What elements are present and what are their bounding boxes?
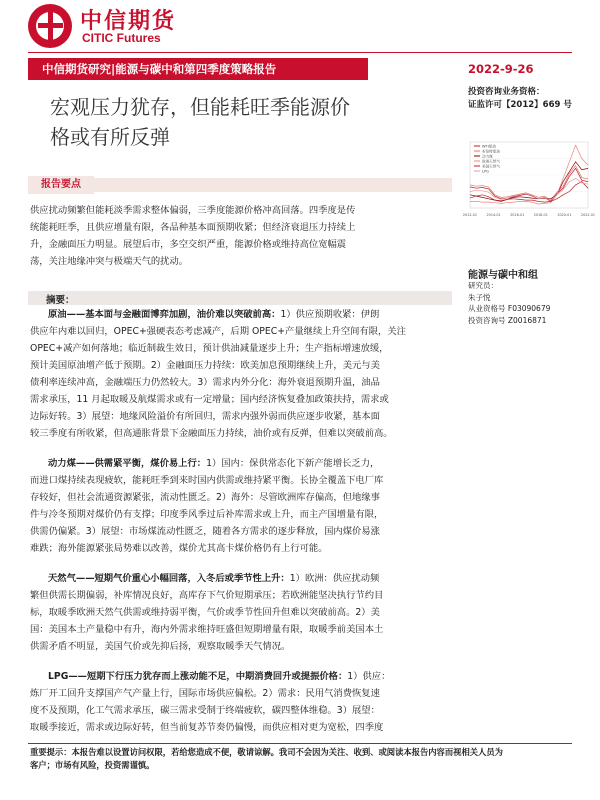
title-line-1: 宏观压力犹存，但能耗旺季能源价 (50, 95, 350, 119)
paragraph-row: 较三季度有所收紧，但高通胀背景下金融面压力持续，油价或有反弹，但难以突破前高。 (30, 428, 393, 439)
paragraph-first-rest: 1）供应预期收紧：伊朗 (280, 309, 380, 320)
abstract-row: 统能耗旺季，且供应增量有限，各品种基本面预期收紧；但经济衰退压力持续上 (30, 222, 356, 233)
chart-x-tick-label: 2014-01 (486, 213, 501, 217)
researcher-label: 研究员： (468, 281, 498, 290)
header-divider (28, 52, 572, 53)
disclaimer-footer (30, 746, 590, 772)
chart-x-tick-label: 2016-01 (510, 213, 525, 217)
paragraph-row: 供应年内难以回归，OPEC+强硬表态考虑减产，后期 OPEC+产量继续上升空间有限，关注 (30, 326, 406, 337)
report-title (50, 92, 440, 152)
report-series-banner: 中信期货研究|能源与碳中和第四季度策略报告 (28, 58, 368, 80)
title-line-2: 格或有所反弹 (50, 125, 170, 149)
paragraph-row: 需求承压，11 月起取暖及航煤需求或有一定增量；国内经济恢复叠加政策扶持，需求或 (30, 394, 389, 405)
paragraph-row: 标，取暖季欧洲天然气供需或维持弱平衡，气价或季节性回升但难以突破前高。2）美 (30, 607, 380, 618)
paragraph-natural-gas (30, 570, 446, 655)
research-group: 能源与碳中和组 (468, 270, 538, 281)
disclaimer-line: 重要提示：本报告难以设置访问权限，若给您造成不便，敬请谅解。我司不会因为关注、收到、或阅读本报告内容而视相关人员为 (30, 747, 503, 757)
summary-label: 摘要： (46, 295, 75, 306)
footer-divider (28, 743, 572, 744)
energy-price-chart (462, 138, 596, 222)
paragraph-row: 取暖季接近，需求或边际好转，但当前复苏节奏仍偏慢，而供应相对更为宽松，四季度 (30, 722, 384, 733)
abstract-text (30, 202, 446, 270)
disclaimer-line: 客户；市场有风险，投资需谨慎。 (30, 760, 155, 770)
consult-id: 投资咨询号 Z0016871 (468, 315, 547, 325)
abstract-row: 升，金融面压力明显。展望后市，多空交织严重，能源价格或维持高位宽幅震 (30, 239, 347, 250)
chart-legend-label: LPG (482, 169, 489, 174)
license-number: 证监许可【2012】669 号 (468, 100, 572, 110)
citic-logo-icon (28, 4, 72, 48)
citic-futures-logo (28, 4, 228, 48)
researcher-name: 朱子悦 (468, 292, 491, 302)
report-date: 2022-9-26 (468, 62, 534, 76)
paragraph-row: 供需矛盾不明显，美国气价或先抑后扬，观察取暖季天气情况。 (30, 641, 291, 652)
summary-bar (28, 291, 452, 305)
qualification-label: 投资咨询业务资格： (468, 87, 545, 97)
chart-legend-label: 欧洲天然气 (482, 159, 500, 164)
sidebar-qualification (468, 86, 598, 112)
paragraph-row: OPEC+减产如何落地；临近制裁生效日，预计供油减量逐步上升；生产指标增速放缓， (30, 343, 389, 354)
paragraph-row: 债利率连续冲高，金融端压力仍然较大。3）需求内外分化：海外衰退预期升温，油品 (30, 377, 380, 388)
paragraph-row: 而进口煤持续表现疲软，能耗旺季到来时国内供需或维持紧平衡。长协全覆盖下电厂库 (30, 475, 384, 486)
paragraph-row: 度不及预期，化工气需求承压，碳三需求受制于终端疲软，碳四整体维稳。3）展望： (30, 705, 380, 716)
paragraph-row: 边际好转。3）展望：地缘风险溢价有所回归，需求内强外弱而供应逐步收紧，基本面 (30, 411, 380, 422)
paragraph-thermal-coal (30, 455, 446, 557)
logo-cn-text: 中信期货 (80, 9, 177, 34)
abstract-row: 荡，关注地缘冲突与极端天气的扰动。 (30, 256, 189, 267)
paragraph-row: 供需仍偏紧。3）展望：市场煤流动性匮乏，随着各方需求的逐步释放，国内煤价易涨 (30, 526, 380, 537)
paragraph-lead: 天然气——短期气价重心小幅回落，入冬后或季节性上升： (48, 573, 290, 584)
chart-legend-label: WTI原油 (482, 144, 496, 149)
logo-en-text: CITIC Futures (82, 31, 161, 45)
chart-x-tick-label: 2022-01 (580, 213, 596, 217)
chart-legend-label: 布伦特原油 (482, 149, 500, 154)
paragraph-row: 存较好，但社会流通资源紧张，流动性匮乏。2）海外：尽管欧洲库存偏高，但地缘事 (30, 492, 380, 503)
chart-legend-label: 动力煤 (482, 154, 493, 159)
chart-legend-label: 美国天然气 (482, 164, 500, 169)
paragraph-row: 繁但供需长期偏弱，补库情况良好，高库存下气价短期承压；若欧洲能坚决执行节约目 (30, 590, 384, 601)
paragraph-lpg (30, 668, 446, 736)
report-section-label: 报告要点 (28, 176, 94, 194)
paragraph-first-rest: 1）国内：保供常态化下新产能增长乏力， (206, 458, 380, 469)
summary-content (30, 306, 446, 749)
paragraph-first-rest: 1）供应： (347, 671, 391, 682)
paragraph-row: 国：美国本土产量稳中有升，海内外需求维持旺盛但短期增量有限，取暖季前美国本土 (30, 624, 384, 635)
paragraph-row: 件与冷冬预期对煤价仍有支撑；印度季风季过后补库需求或上升，而主产国增量有限， (30, 509, 384, 520)
researcher-info (468, 280, 598, 326)
chart-x-tick-label: 2020-01 (557, 213, 572, 217)
paragraph-row: 预计美国原油增产低于预期。2）金融面压力持续：欧美加息预期继续上升，美元与美 (30, 360, 380, 371)
abstract-row: 供应扰动频繁但能耗淡季需求整体偏弱，三季度能源价格冲高回落。四季度是传 (30, 205, 356, 216)
qualification-id: 从业资格号 F03090679 (468, 304, 551, 313)
paragraph-lead: LPG——短期下行压力犹存而上涨动能不足，中期消费回升或提振价格： (48, 671, 348, 682)
paragraph-first-rest: 1）欧洲：供应扰动频 (289, 573, 380, 584)
chart-x-tick-label: 2012-01 (462, 213, 478, 217)
paragraph-row: 炼厂开工回升支撑国产气产量上行，国际市场供应偏松。2）需求：民用气消费恢复速 (30, 688, 380, 699)
paragraph-row: 难跌；海外能源紧张局势难以改善，煤价尤其高卡煤价格仍有上行可能。 (30, 543, 328, 554)
paragraph-lead: 原油——基本面与金融面博弈加剧，油价难以突破前高： (48, 309, 281, 320)
paragraph-lead: 动力煤——供需紧平衡，煤价易上行： (48, 458, 207, 469)
paragraph-crude-oil (30, 306, 446, 442)
chart-x-tick-label: 2018-01 (533, 213, 548, 217)
